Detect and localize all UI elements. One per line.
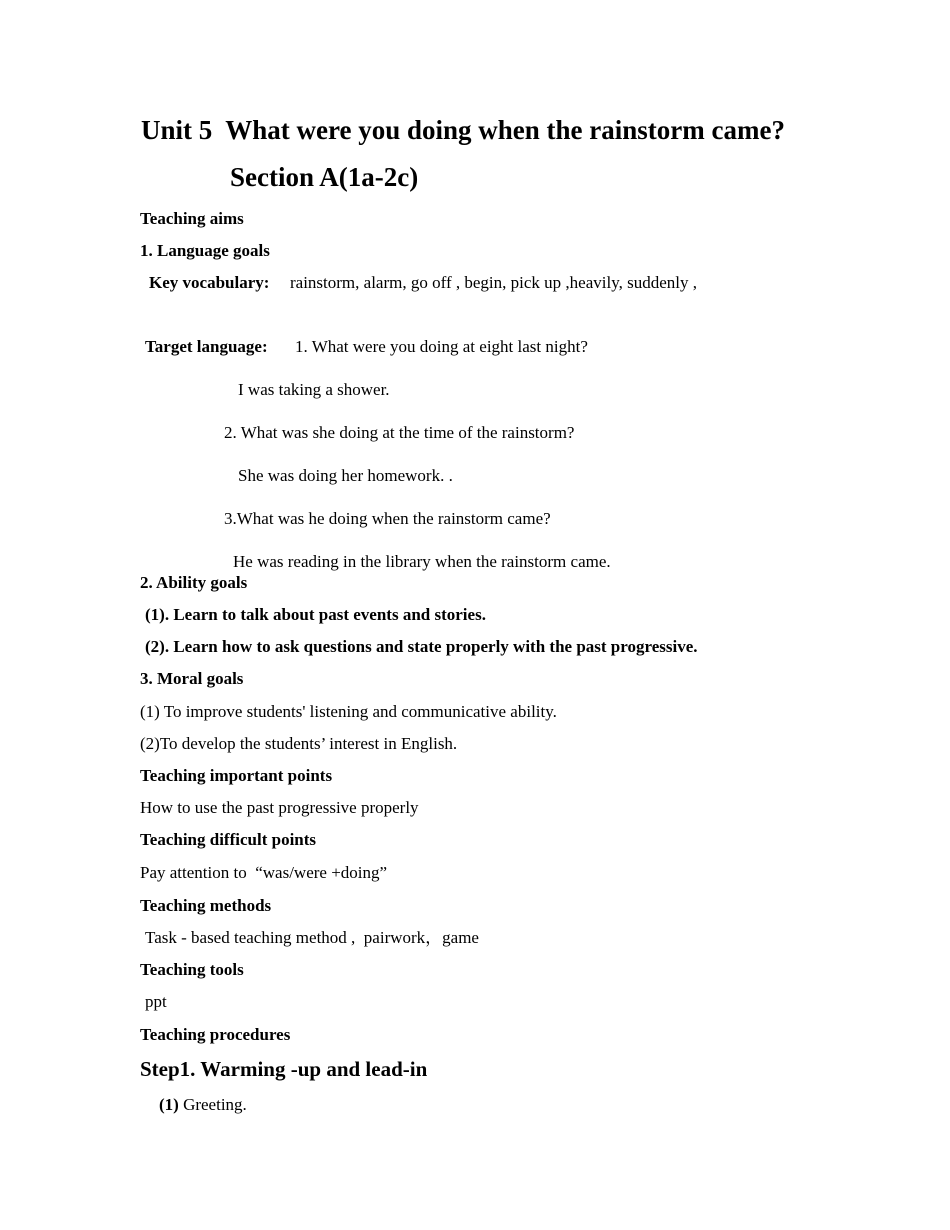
ability-goal-1: (1). Learn to talk about past events and stories. xyxy=(145,605,486,624)
step1-item-1-text: Greeting. xyxy=(183,1095,247,1114)
tools-text: ppt xyxy=(145,992,167,1011)
step1-item-1 xyxy=(159,1095,247,1115)
target-answer-1: I was taking a shower. xyxy=(238,380,390,399)
moral-goal-2: (2)To develop the students’ interest in English. xyxy=(140,734,458,753)
language-goals-heading: 1. Language goals xyxy=(140,241,270,260)
methods-heading: Teaching methods xyxy=(140,896,272,915)
step1-heading: Step1. Warming -up and lead-in xyxy=(140,1057,428,1081)
ability-goal-2: (2). Learn how to ask questions and state properly with the past progressive. xyxy=(145,637,698,656)
step1-item-1-label: (1) xyxy=(159,1095,179,1114)
page-subtitle: Section A(1a-2c) xyxy=(230,162,419,192)
ability-goals-heading: 2. Ability goals xyxy=(140,573,248,592)
key-vocabulary-text: rainstorm, alarm, go off , begin, pick up ,heavily, suddenly , xyxy=(290,273,697,292)
difficult-points-heading: Teaching difficult points xyxy=(140,830,317,849)
tools-heading: Teaching tools xyxy=(140,960,244,979)
important-points-heading: Teaching important points xyxy=(140,766,333,785)
moral-goal-1: (1) To improve students' listening and communicative ability. xyxy=(140,702,557,721)
important-points-text: How to use the past progressive properly xyxy=(140,798,419,817)
page-title: Unit 5 What were you doing when the rainstorm came? xyxy=(141,115,785,145)
target-question-1: 1. What were you doing at eight last night? xyxy=(295,337,588,356)
difficult-points-text: Pay attention to “was/were +doing” xyxy=(140,863,388,882)
teaching-aims-heading: Teaching aims xyxy=(140,209,244,228)
target-answer-2: She was doing her homework. . xyxy=(238,466,453,485)
target-answer-3: He was reading in the library when the rainstorm came. xyxy=(233,552,611,571)
target-question-3: 3.What was he doing when the rainstorm came? xyxy=(224,509,551,528)
target-language-label: Target language: xyxy=(145,337,268,356)
key-vocabulary-label: Key vocabulary: xyxy=(149,273,270,292)
target-question-2: 2. What was she doing at the time of the rainstorm? xyxy=(224,423,575,442)
procedures-heading: Teaching procedures xyxy=(140,1025,291,1044)
methods-text: Task - based teaching method , pairwork，game xyxy=(145,928,479,947)
moral-goals-heading: 3. Moral goals xyxy=(140,669,244,688)
